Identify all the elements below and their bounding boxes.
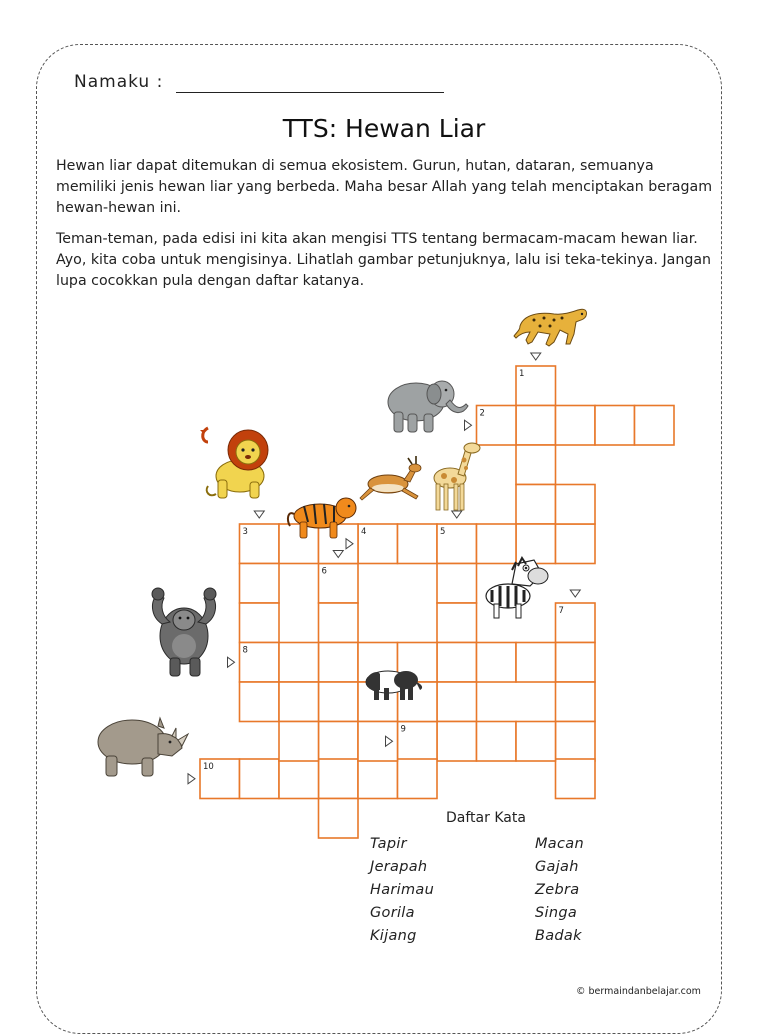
- word-list-item: Kijang: [370, 928, 417, 944]
- crossword-cell[interactable]: [279, 722, 319, 762]
- intro-paragraph-2: Teman-teman, pada edisi ini kita akan mengisi TTS tentang bermacam-macam hewan liar. Ayo, kita coba untuk mengisinya. Lihatlah gambar petunjuknya, lalu isi teka-tekinya. Jangan lupa cocokkan pula dengan daftar katanya.: [56, 231, 712, 289]
- crossword-cell[interactable]: [516, 643, 556, 683]
- crossword-cell[interactable]: [398, 524, 438, 564]
- clue-number: 8: [242, 645, 248, 656]
- crossword-cell[interactable]: [556, 485, 596, 525]
- crossword-cell[interactable]: [556, 524, 596, 564]
- giraffe-icon: [434, 443, 480, 510]
- clue-number: 2: [479, 408, 485, 419]
- crossword-cell[interactable]: [437, 564, 477, 604]
- crossword-cell[interactable]: [240, 759, 280, 799]
- page-title: TTS: Hewan Liar: [282, 114, 486, 143]
- crossword-cell[interactable]: [516, 722, 556, 762]
- crossword-cell[interactable]: [556, 406, 596, 446]
- clue-number: 3: [242, 527, 248, 537]
- crossword-cell[interactable]: [279, 643, 319, 683]
- crossword-cell[interactable]: [516, 406, 556, 446]
- clue-number: 6: [321, 566, 327, 577]
- elephant-icon: [388, 381, 468, 432]
- crossword-cell[interactable]: [279, 682, 319, 722]
- crossword-cell[interactable]: [240, 564, 280, 604]
- word-list-item: Harimau: [370, 882, 435, 898]
- zebra-icon: [486, 558, 548, 618]
- gorilla-icon: [152, 588, 216, 676]
- crossword-cell[interactable]: [319, 722, 359, 762]
- crossword-cell[interactable]: [437, 682, 477, 722]
- crossword-cell[interactable]: [240, 603, 280, 643]
- crossword-cell[interactable]: [516, 485, 556, 525]
- crossword-cell[interactable]: [477, 722, 517, 762]
- crossword-grid[interactable]: [200, 366, 674, 838]
- lion-icon: [200, 428, 268, 498]
- crossword-cell[interactable]: [477, 643, 517, 683]
- crossword-cell[interactable]: [319, 682, 359, 722]
- gazelle-icon: [360, 456, 421, 500]
- crossword-cell[interactable]: [398, 759, 438, 799]
- word-list-item: Jerapah: [370, 859, 428, 875]
- crossword-cell[interactable]: [437, 603, 477, 643]
- word-list-title: Daftar Kata: [446, 810, 526, 826]
- crossword-cell[interactable]: [556, 759, 596, 799]
- name-label: Namaku :: [74, 72, 164, 92]
- word-list-item: Gorila: [370, 905, 415, 921]
- word-list-item: Zebra: [535, 882, 580, 898]
- word-list-item: Tapir: [370, 836, 407, 852]
- crossword-cell[interactable]: [279, 524, 319, 564]
- right-arrow-icon: [465, 420, 472, 430]
- crossword-cell[interactable]: [556, 682, 596, 722]
- clue-number: 4: [361, 527, 367, 537]
- crossword-cell[interactable]: [477, 524, 517, 564]
- word-list-item: Gajah: [535, 859, 579, 875]
- down-arrow-icon: [570, 590, 580, 597]
- crossword-cell[interactable]: [556, 643, 596, 683]
- rhinoceros-icon: [98, 718, 188, 776]
- right-arrow-icon: [228, 657, 235, 667]
- crossword-cell[interactable]: [556, 722, 596, 762]
- crossword-cell[interactable]: [516, 445, 556, 485]
- clue-number: 7: [558, 606, 564, 616]
- crossword-cell[interactable]: [240, 682, 280, 722]
- clue-number: 9: [400, 724, 406, 735]
- word-list-item: Macan: [535, 836, 584, 852]
- crossword-cell[interactable]: [437, 643, 477, 683]
- crossword-cell[interactable]: [635, 406, 675, 446]
- copyright-footer: © bermaindanbelajar.com: [576, 986, 701, 997]
- clue-number: 10: [203, 762, 214, 772]
- crossword-cell[interactable]: [319, 799, 359, 839]
- crossword-cell[interactable]: [595, 406, 635, 446]
- intro-paragraph-1: Hewan liar dapat ditemukan di semua ekosistem. Gurun, hutan, dataran, semuanya memiliki jenis hewan liar yang berbeda. Maha besar Allah yang telah menciptakan beragam hewan-hewan ini.: [56, 158, 713, 216]
- down-arrow-icon: [452, 511, 462, 518]
- word-list-item: Badak: [535, 928, 582, 944]
- clue-number: 5: [440, 527, 446, 537]
- crossword-cell[interactable]: [437, 722, 477, 762]
- down-arrow-icon: [254, 511, 264, 518]
- word-list-item: Singa: [535, 905, 578, 921]
- crossword-cell[interactable]: [319, 603, 359, 643]
- crossword-cell[interactable]: [358, 759, 398, 799]
- crossword-cell[interactable]: [279, 759, 319, 799]
- crossword-cell[interactable]: [319, 643, 359, 683]
- down-arrow-icon: [531, 353, 541, 360]
- right-arrow-icon: [188, 774, 195, 784]
- crossword-cell[interactable]: [319, 759, 359, 799]
- clue-number: 1: [519, 369, 525, 379]
- cheetah-icon: [514, 309, 587, 346]
